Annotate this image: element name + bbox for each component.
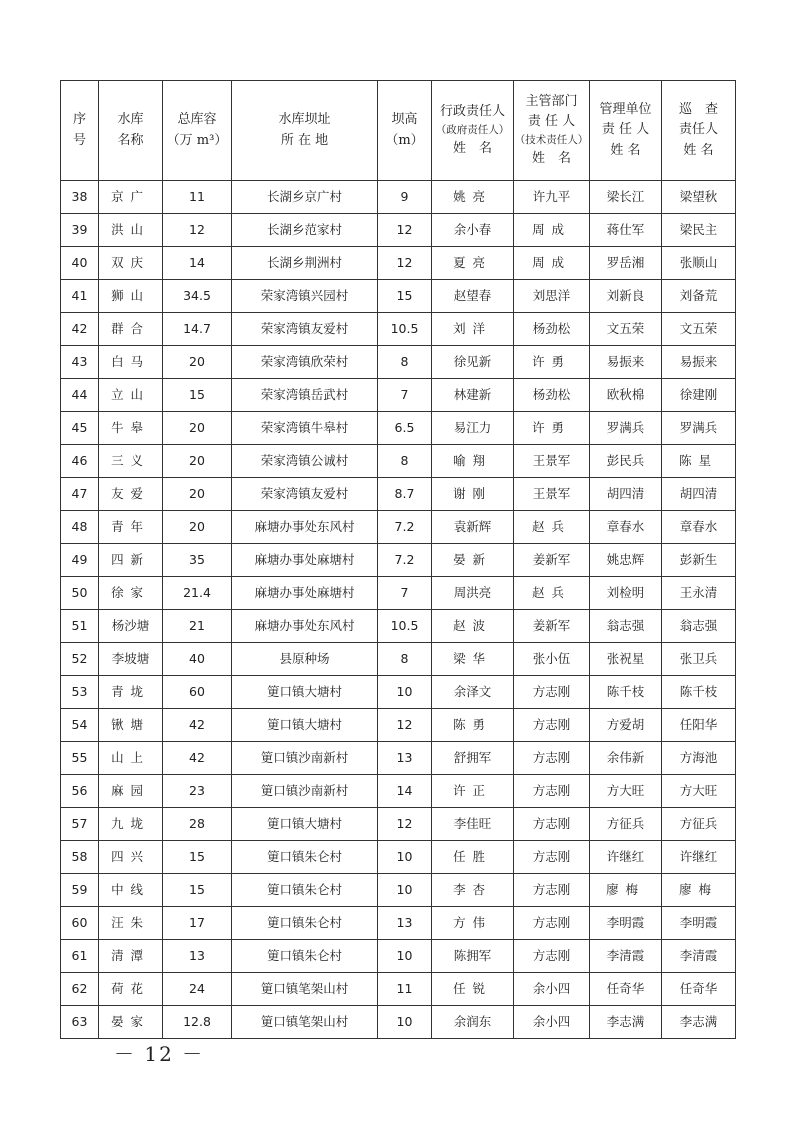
cell-site: 荣家湾镇友爱村 <box>232 478 378 511</box>
cell-patrol: 陈星 <box>662 445 736 478</box>
cell-admin: 晏新 <box>432 544 514 577</box>
cell-unit: 许继红 <box>590 841 662 874</box>
cell-name: 友爱 <box>99 478 163 511</box>
cell-seq: 61 <box>61 940 99 973</box>
cell-cap: 20 <box>163 478 232 511</box>
cell-admin: 余润东 <box>432 1006 514 1039</box>
cell-admin: 易江力 <box>432 412 514 445</box>
cell-dept: 许勇 <box>514 412 590 445</box>
cell-cap: 17 <box>163 907 232 940</box>
header-seq-line: 号 <box>72 132 86 148</box>
cell-dam: 10 <box>378 841 432 874</box>
cell-dam: 14 <box>378 775 432 808</box>
cell-site: 县原种场 <box>232 643 378 676</box>
cell-cap: 20 <box>163 346 232 379</box>
cell-dam: 7 <box>378 577 432 610</box>
cell-name: 立山 <box>99 379 163 412</box>
cell-unit: 蒋仕军 <box>590 214 662 247</box>
cell-admin: 姚亮 <box>432 181 514 214</box>
cell-dam: 8 <box>378 643 432 676</box>
cell-unit: 罗岳湘 <box>590 247 662 280</box>
cell-admin: 林建新 <box>432 379 514 412</box>
cell-name: 白马 <box>99 346 163 379</box>
header-dept-person <box>514 81 590 181</box>
table-row <box>61 1006 736 1039</box>
header-dept-line: （技术责任人） <box>514 134 589 147</box>
cell-site: 筻口镇大塘村 <box>232 676 378 709</box>
cell-cap: 15 <box>163 841 232 874</box>
cell-site: 筻口镇朱仑村 <box>232 841 378 874</box>
cell-admin: 方伟 <box>432 907 514 940</box>
header-patrol-line: 姓 名 <box>683 142 714 158</box>
header-dam-height-line: （m） <box>385 132 424 148</box>
cell-admin: 任锐 <box>432 973 514 1006</box>
cell-name: 双庆 <box>99 247 163 280</box>
table-row <box>61 214 736 247</box>
cell-patrol: 刘备荒 <box>662 280 736 313</box>
header-name-line: 水库 <box>117 112 144 128</box>
cell-dam: 10 <box>378 676 432 709</box>
cell-dam: 12 <box>378 808 432 841</box>
header-site-line: 所 在 地 <box>280 132 329 148</box>
cell-unit: 易振来 <box>590 346 662 379</box>
reservoir-responsibility-table <box>60 80 736 1039</box>
cell-site: 麻塘办事处东风村 <box>232 511 378 544</box>
cell-unit: 余伟新 <box>590 742 662 775</box>
cell-seq: 46 <box>61 445 99 478</box>
cell-site: 长湖乡范家村 <box>232 214 378 247</box>
cell-dept: 姜新军 <box>514 610 590 643</box>
cell-site: 筻口镇大塘村 <box>232 709 378 742</box>
cell-cap: 60 <box>163 676 232 709</box>
cell-patrol: 罗满兵 <box>662 412 736 445</box>
cell-unit: 胡四清 <box>590 478 662 511</box>
table-row <box>61 379 736 412</box>
cell-seq: 59 <box>61 874 99 907</box>
cell-seq: 51 <box>61 610 99 643</box>
cell-dept: 许九平 <box>514 181 590 214</box>
cell-site: 荣家湾镇欣荣村 <box>232 346 378 379</box>
cell-admin: 赵望春 <box>432 280 514 313</box>
cell-admin: 陈勇 <box>432 709 514 742</box>
header-unit-person <box>590 81 662 181</box>
cell-name: 四兴 <box>99 841 163 874</box>
cell-dept: 刘思洋 <box>514 280 590 313</box>
table-row <box>61 577 736 610</box>
cell-unit: 方爱胡 <box>590 709 662 742</box>
cell-seq: 57 <box>61 808 99 841</box>
cell-admin: 谢刚 <box>432 478 514 511</box>
cell-cap: 21.4 <box>163 577 232 610</box>
header-dept-line: 责 任 人 <box>527 114 576 130</box>
cell-admin: 喻翔 <box>432 445 514 478</box>
header-patrol-line: 责任人 <box>678 122 718 138</box>
cell-dam: 8 <box>378 346 432 379</box>
cell-seq: 49 <box>61 544 99 577</box>
cell-dept: 王景军 <box>514 445 590 478</box>
table-row <box>61 709 736 742</box>
cell-name: 洪山 <box>99 214 163 247</box>
cell-cap: 20 <box>163 511 232 544</box>
cell-dept: 杨劲松 <box>514 379 590 412</box>
cell-name: 山上 <box>99 742 163 775</box>
cell-patrol: 易振来 <box>662 346 736 379</box>
cell-admin: 刘洋 <box>432 313 514 346</box>
cell-site: 筻口镇大塘村 <box>232 808 378 841</box>
cell-dam: 7.2 <box>378 544 432 577</box>
cell-name: 杨沙塘 <box>99 610 163 643</box>
cell-cap: 40 <box>163 643 232 676</box>
cell-unit: 彭民兵 <box>590 445 662 478</box>
cell-dam: 9 <box>378 181 432 214</box>
cell-unit: 张祝星 <box>590 643 662 676</box>
cell-admin: 夏亮 <box>432 247 514 280</box>
header-seq <box>61 81 99 181</box>
cell-unit: 罗满兵 <box>590 412 662 445</box>
cell-dam: 7 <box>378 379 432 412</box>
cell-seq: 62 <box>61 973 99 1006</box>
cell-unit: 李清霞 <box>590 940 662 973</box>
cell-site: 荣家湾镇公诚村 <box>232 445 378 478</box>
cell-name: 四新 <box>99 544 163 577</box>
cell-admin: 舒拥军 <box>432 742 514 775</box>
header-dept-line: 姓 名 <box>531 150 571 166</box>
cell-name: 中线 <box>99 874 163 907</box>
cell-unit: 方征兵 <box>590 808 662 841</box>
table-row <box>61 412 736 445</box>
cell-dam: 10.5 <box>378 313 432 346</box>
cell-seq: 45 <box>61 412 99 445</box>
cell-admin: 许正 <box>432 775 514 808</box>
table-row <box>61 313 736 346</box>
table-row <box>61 742 736 775</box>
cell-seq: 63 <box>61 1006 99 1039</box>
cell-dept: 余小四 <box>514 1006 590 1039</box>
table-header-row <box>61 81 736 181</box>
cell-dept: 方志刚 <box>514 841 590 874</box>
header-unit-line: 姓 名 <box>610 142 641 158</box>
cell-dept: 方志刚 <box>514 709 590 742</box>
cell-name: 汪朱 <box>99 907 163 940</box>
cell-site: 荣家湾镇岳武村 <box>232 379 378 412</box>
cell-cap: 42 <box>163 709 232 742</box>
cell-unit: 刘新良 <box>590 280 662 313</box>
cell-dam: 10 <box>378 940 432 973</box>
cell-patrol: 文五荣 <box>662 313 736 346</box>
cell-cap: 35 <box>163 544 232 577</box>
cell-unit: 翁志强 <box>590 610 662 643</box>
table-row <box>61 610 736 643</box>
cell-cap: 15 <box>163 874 232 907</box>
header-admin-line: 行政责任人 <box>439 104 505 120</box>
cell-dam: 12 <box>378 709 432 742</box>
cell-patrol: 徐建刚 <box>662 379 736 412</box>
cell-admin: 梁华 <box>432 643 514 676</box>
cell-seq: 39 <box>61 214 99 247</box>
cell-unit: 章春水 <box>590 511 662 544</box>
cell-name: 青年 <box>99 511 163 544</box>
cell-dept: 方志刚 <box>514 676 590 709</box>
header-name <box>99 81 163 181</box>
cell-seq: 56 <box>61 775 99 808</box>
header-capacity-line: 总库容 <box>177 112 217 128</box>
table-row <box>61 511 736 544</box>
cell-dam: 10 <box>378 874 432 907</box>
cell-dam: 10.5 <box>378 610 432 643</box>
cell-seq: 43 <box>61 346 99 379</box>
cell-cap: 23 <box>163 775 232 808</box>
table-row <box>61 280 736 313</box>
table-row <box>61 445 736 478</box>
cell-unit: 欧秋棉 <box>590 379 662 412</box>
cell-patrol: 李志满 <box>662 1006 736 1039</box>
cell-cap: 12 <box>163 214 232 247</box>
cell-name: 锹塘 <box>99 709 163 742</box>
cell-site: 筻口镇沙南新村 <box>232 775 378 808</box>
cell-dept: 方志刚 <box>514 808 590 841</box>
table-row <box>61 544 736 577</box>
cell-patrol: 李清霞 <box>662 940 736 973</box>
cell-admin: 周洪亮 <box>432 577 514 610</box>
table-row <box>61 973 736 1006</box>
header-admin-line: 姓 名 <box>452 140 492 156</box>
cell-cap: 20 <box>163 445 232 478</box>
cell-seq: 54 <box>61 709 99 742</box>
cell-dam: 8.7 <box>378 478 432 511</box>
header-capacity <box>163 81 232 181</box>
cell-seq: 40 <box>61 247 99 280</box>
cell-name: 群合 <box>99 313 163 346</box>
page-number: － 12 － <box>114 1042 205 1066</box>
header-name-line: 名称 <box>117 132 144 148</box>
cell-admin: 赵波 <box>432 610 514 643</box>
header-dam-height-line: 坝高 <box>391 112 418 128</box>
cell-patrol: 张卫兵 <box>662 643 736 676</box>
cell-name: 牛皋 <box>99 412 163 445</box>
cell-dept: 张小伍 <box>514 643 590 676</box>
cell-dept: 姜新军 <box>514 544 590 577</box>
cell-unit: 任奇华 <box>590 973 662 1006</box>
cell-patrol: 任阳华 <box>662 709 736 742</box>
table-row <box>61 676 736 709</box>
cell-name: 麻园 <box>99 775 163 808</box>
cell-cap: 11 <box>163 181 232 214</box>
cell-cap: 24 <box>163 973 232 1006</box>
table-row <box>61 841 736 874</box>
cell-patrol: 陈千枝 <box>662 676 736 709</box>
cell-patrol: 胡四清 <box>662 478 736 511</box>
header-dept-line: 主管部门 <box>525 94 578 110</box>
cell-cap: 21 <box>163 610 232 643</box>
cell-site: 筻口镇笔架山村 <box>232 1006 378 1039</box>
cell-site: 荣家湾镇友爱村 <box>232 313 378 346</box>
cell-dam: 12 <box>378 214 432 247</box>
cell-patrol: 李明霞 <box>662 907 736 940</box>
cell-seq: 38 <box>61 181 99 214</box>
cell-unit: 李明霞 <box>590 907 662 940</box>
cell-site: 长湖乡京广村 <box>232 181 378 214</box>
table-row <box>61 775 736 808</box>
cell-dept: 余小四 <box>514 973 590 1006</box>
cell-patrol: 方征兵 <box>662 808 736 841</box>
cell-dam: 8 <box>378 445 432 478</box>
cell-site: 荣家湾镇兴园村 <box>232 280 378 313</box>
cell-cap: 13 <box>163 940 232 973</box>
cell-seq: 52 <box>61 643 99 676</box>
cell-cap: 15 <box>163 379 232 412</box>
cell-dept: 方志刚 <box>514 775 590 808</box>
header-admin-line: （政府责任人） <box>435 124 510 137</box>
cell-cap: 14 <box>163 247 232 280</box>
cell-patrol: 翁志强 <box>662 610 736 643</box>
cell-name: 狮山 <box>99 280 163 313</box>
cell-seq: 41 <box>61 280 99 313</box>
cell-admin: 陈拥军 <box>432 940 514 973</box>
header-site <box>232 81 378 181</box>
table-row <box>61 874 736 907</box>
cell-seq: 44 <box>61 379 99 412</box>
cell-dept: 周成 <box>514 247 590 280</box>
cell-patrol: 任奇华 <box>662 973 736 1006</box>
cell-unit: 李志满 <box>590 1006 662 1039</box>
cell-dam: 13 <box>378 907 432 940</box>
cell-dept: 赵兵 <box>514 577 590 610</box>
table-row <box>61 247 736 280</box>
cell-name: 荷花 <box>99 973 163 1006</box>
cell-patrol: 廖梅 <box>662 874 736 907</box>
cell-patrol: 许继红 <box>662 841 736 874</box>
cell-dam: 15 <box>378 280 432 313</box>
header-capacity-line: （万 m³） <box>166 132 228 148</box>
cell-admin: 徐见新 <box>432 346 514 379</box>
cell-name: 清潭 <box>99 940 163 973</box>
header-site-line: 水库坝址 <box>278 112 331 128</box>
cell-unit: 文五荣 <box>590 313 662 346</box>
table-row <box>61 907 736 940</box>
header-patrol-person <box>662 81 736 181</box>
header-unit-line: 管理单位 <box>599 102 652 118</box>
cell-name: 晏家 <box>99 1006 163 1039</box>
cell-dept: 赵兵 <box>514 511 590 544</box>
cell-dam: 10 <box>378 1006 432 1039</box>
cell-admin: 余小春 <box>432 214 514 247</box>
cell-patrol: 方海池 <box>662 742 736 775</box>
cell-seq: 53 <box>61 676 99 709</box>
cell-cap: 34.5 <box>163 280 232 313</box>
cell-unit: 刘检明 <box>590 577 662 610</box>
cell-cap: 12.8 <box>163 1006 232 1039</box>
table-row <box>61 940 736 973</box>
cell-cap: 20 <box>163 412 232 445</box>
cell-cap: 42 <box>163 742 232 775</box>
cell-seq: 47 <box>61 478 99 511</box>
header-patrol-line: 巡 查 <box>678 102 718 118</box>
cell-name: 李坡塘 <box>99 643 163 676</box>
cell-dam: 12 <box>378 247 432 280</box>
cell-admin: 余泽文 <box>432 676 514 709</box>
cell-dept: 方志刚 <box>514 742 590 775</box>
cell-cap: 28 <box>163 808 232 841</box>
cell-dept: 王景军 <box>514 478 590 511</box>
cell-site: 筻口镇朱仑村 <box>232 874 378 907</box>
cell-name: 京广 <box>99 181 163 214</box>
cell-dept: 方志刚 <box>514 940 590 973</box>
cell-site: 麻塘办事处麻塘村 <box>232 544 378 577</box>
table-row <box>61 808 736 841</box>
cell-site: 荣家湾镇牛皋村 <box>232 412 378 445</box>
cell-dept: 杨劲松 <box>514 313 590 346</box>
cell-unit: 方大旺 <box>590 775 662 808</box>
cell-patrol: 张顺山 <box>662 247 736 280</box>
cell-admin: 任胜 <box>432 841 514 874</box>
cell-unit: 梁长江 <box>590 181 662 214</box>
cell-unit: 廖梅 <box>590 874 662 907</box>
cell-site: 麻塘办事处麻塘村 <box>232 577 378 610</box>
cell-seq: 50 <box>61 577 99 610</box>
cell-site: 筻口镇沙南新村 <box>232 742 378 775</box>
cell-dam: 11 <box>378 973 432 1006</box>
cell-dam: 7.2 <box>378 511 432 544</box>
cell-patrol: 梁望秋 <box>662 181 736 214</box>
header-seq-line: 序 <box>72 112 86 128</box>
cell-name: 青垅 <box>99 676 163 709</box>
cell-admin: 李杏 <box>432 874 514 907</box>
cell-dam: 13 <box>378 742 432 775</box>
header-dam-height <box>378 81 432 181</box>
cell-site: 长湖乡荆洲村 <box>232 247 378 280</box>
cell-dept: 方志刚 <box>514 907 590 940</box>
cell-seq: 55 <box>61 742 99 775</box>
cell-name: 三义 <box>99 445 163 478</box>
table-row <box>61 643 736 676</box>
cell-dept: 方志刚 <box>514 874 590 907</box>
cell-unit: 陈千枝 <box>590 676 662 709</box>
table-row <box>61 181 736 214</box>
cell-name: 徐家 <box>99 577 163 610</box>
header-unit-line: 责 任 人 <box>601 122 650 138</box>
cell-site: 筻口镇朱仑村 <box>232 907 378 940</box>
cell-patrol: 彭新生 <box>662 544 736 577</box>
cell-cap: 14.7 <box>163 313 232 346</box>
cell-dept: 许勇 <box>514 346 590 379</box>
cell-patrol: 梁民主 <box>662 214 736 247</box>
cell-dam: 6.5 <box>378 412 432 445</box>
cell-site: 筻口镇笔架山村 <box>232 973 378 1006</box>
table-row <box>61 346 736 379</box>
cell-seq: 60 <box>61 907 99 940</box>
cell-patrol: 王永清 <box>662 577 736 610</box>
cell-seq: 58 <box>61 841 99 874</box>
cell-site: 筻口镇朱仑村 <box>232 940 378 973</box>
cell-dept: 周成 <box>514 214 590 247</box>
cell-site: 麻塘办事处东风村 <box>232 610 378 643</box>
cell-admin: 李佳旺 <box>432 808 514 841</box>
cell-seq: 48 <box>61 511 99 544</box>
cell-admin: 袁新辉 <box>432 511 514 544</box>
cell-patrol: 方大旺 <box>662 775 736 808</box>
cell-name: 九垅 <box>99 808 163 841</box>
header-admin-person <box>432 81 514 181</box>
cell-seq: 42 <box>61 313 99 346</box>
cell-unit: 姚忠辉 <box>590 544 662 577</box>
table-row <box>61 478 736 511</box>
cell-patrol: 章春水 <box>662 511 736 544</box>
